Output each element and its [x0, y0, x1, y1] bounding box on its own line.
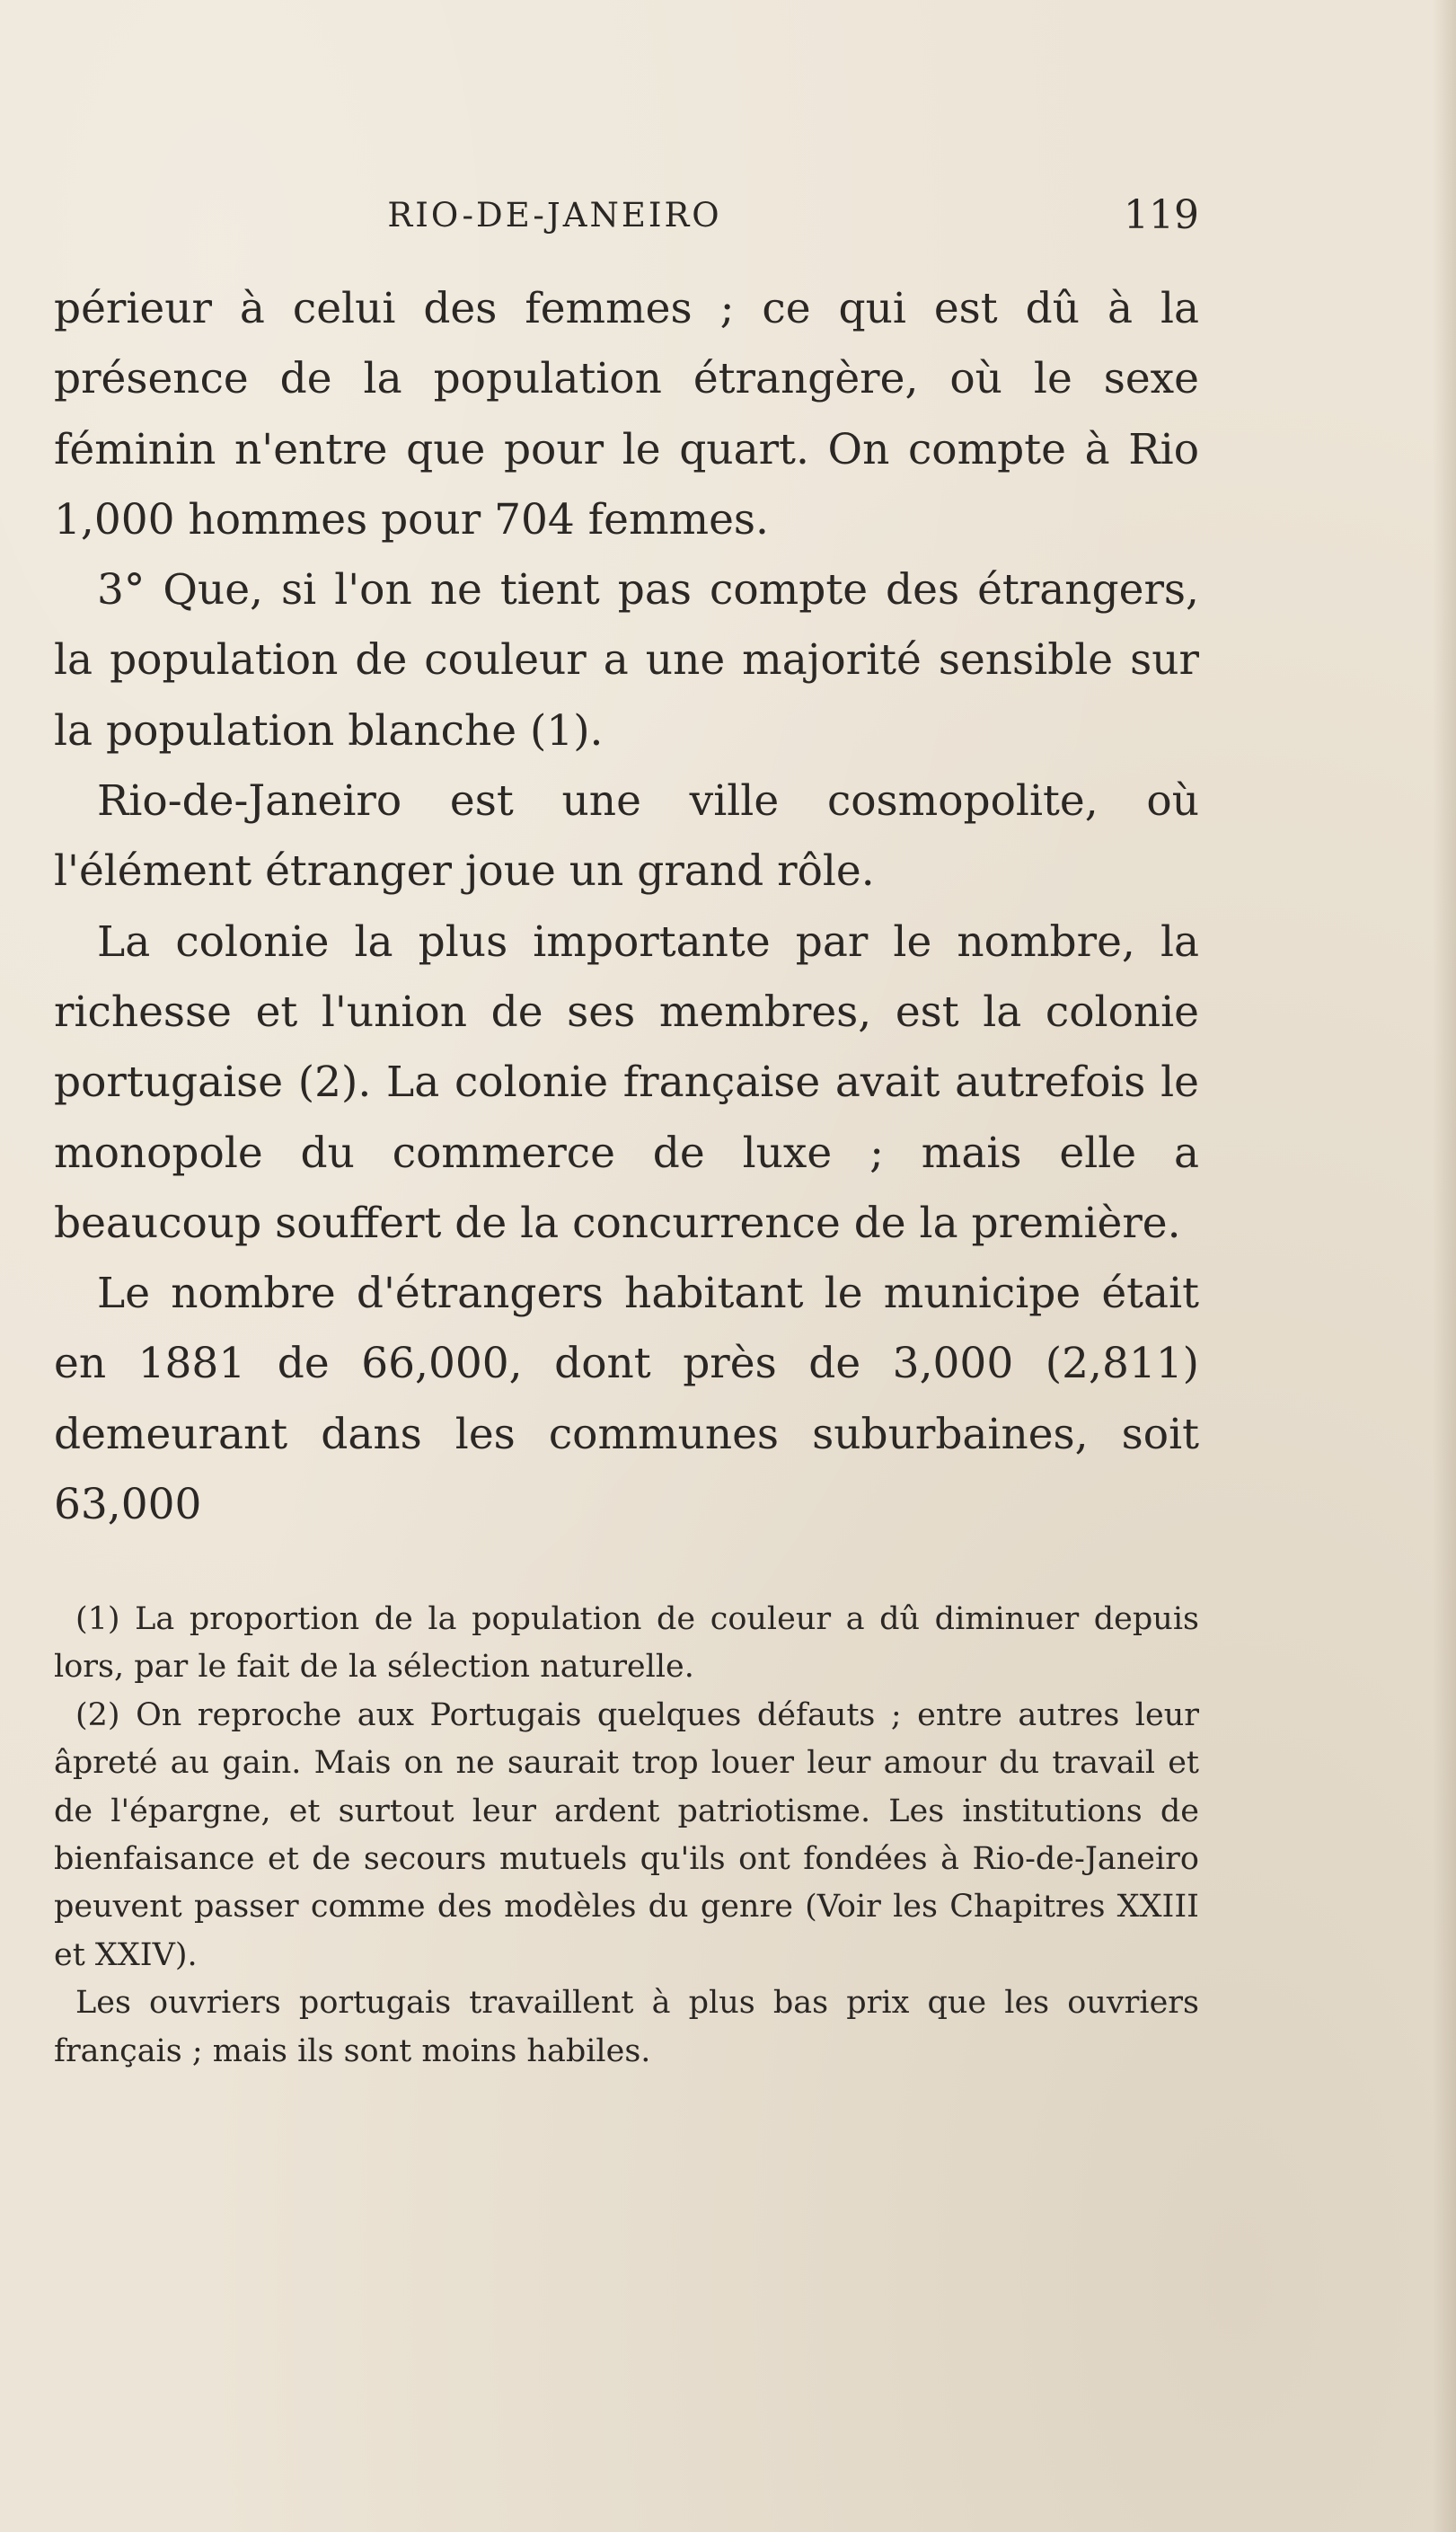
footnote-2-continuation: Les ouvriers portugais travaillent à plus bas prix que les ouvriers français ; mais ils sont moins habiles.: [54, 1985, 1199, 2069]
page-number: 119: [1124, 192, 1199, 238]
paragraph: La colonie la plus importante par le nombre, la richesse et l'union de ses membres, est la colonie portugaise (2). La colonie française avait autrefois le monopole du commerce de luxe ; mais elle a beaucoup souffert de la concurrence de la première.: [54, 916, 1199, 1248]
footnote-1: (1) La proportion de la population de couleur a dû diminuer depuis lors, par le fait de la sélection naturelle.: [54, 1601, 1199, 1686]
paragraph: Le nombre d'étrangers habitant le municipe était en 1881 de 66,000, dont près de 3,000 (2,811) demeurant dans les communes suburbaines, soit 63,000: [54, 1269, 1199, 1530]
footnote-2: (2) On reproche aux Portugais quelques défauts ; entre autres leur âpreté au gain. Mais on ne saurait trop louer leur amour du travail et de l'épargne, et surtout leur ardent patriotisme. Les institutions de bienfaisance et de secours mutuels qu'ils ont fondées à Rio-de-Janeiro peuvent passer comme des modèles du genre (Voir les Chapitres XXIII et XXIV).: [54, 1696, 1199, 1973]
paragraph: 3° Que, si l'on ne tient pas compte des étrangers, la population de couleur a une majorité sensible sur la population blanche (1).: [54, 565, 1199, 756]
paragraph: Rio-de-Janeiro est une ville cosmopolite, où l'élément étranger joue un grand rôle.: [54, 776, 1199, 897]
footnotes: [54, 1596, 1199, 2076]
page-edge-shadow: [1433, 0, 1456, 2532]
body-text: [54, 274, 1199, 1540]
running-head: [54, 189, 1199, 243]
running-title: RIO-DE-JANEIRO: [387, 196, 722, 235]
paragraph-continuation: périeur à celui des femmes ; ce qui est dû à la présence de la population étrangère, où le sexe féminin n'entre que pour le quart. On compte à Rio 1,000 hommes pour 704 femmes.: [54, 284, 1199, 544]
